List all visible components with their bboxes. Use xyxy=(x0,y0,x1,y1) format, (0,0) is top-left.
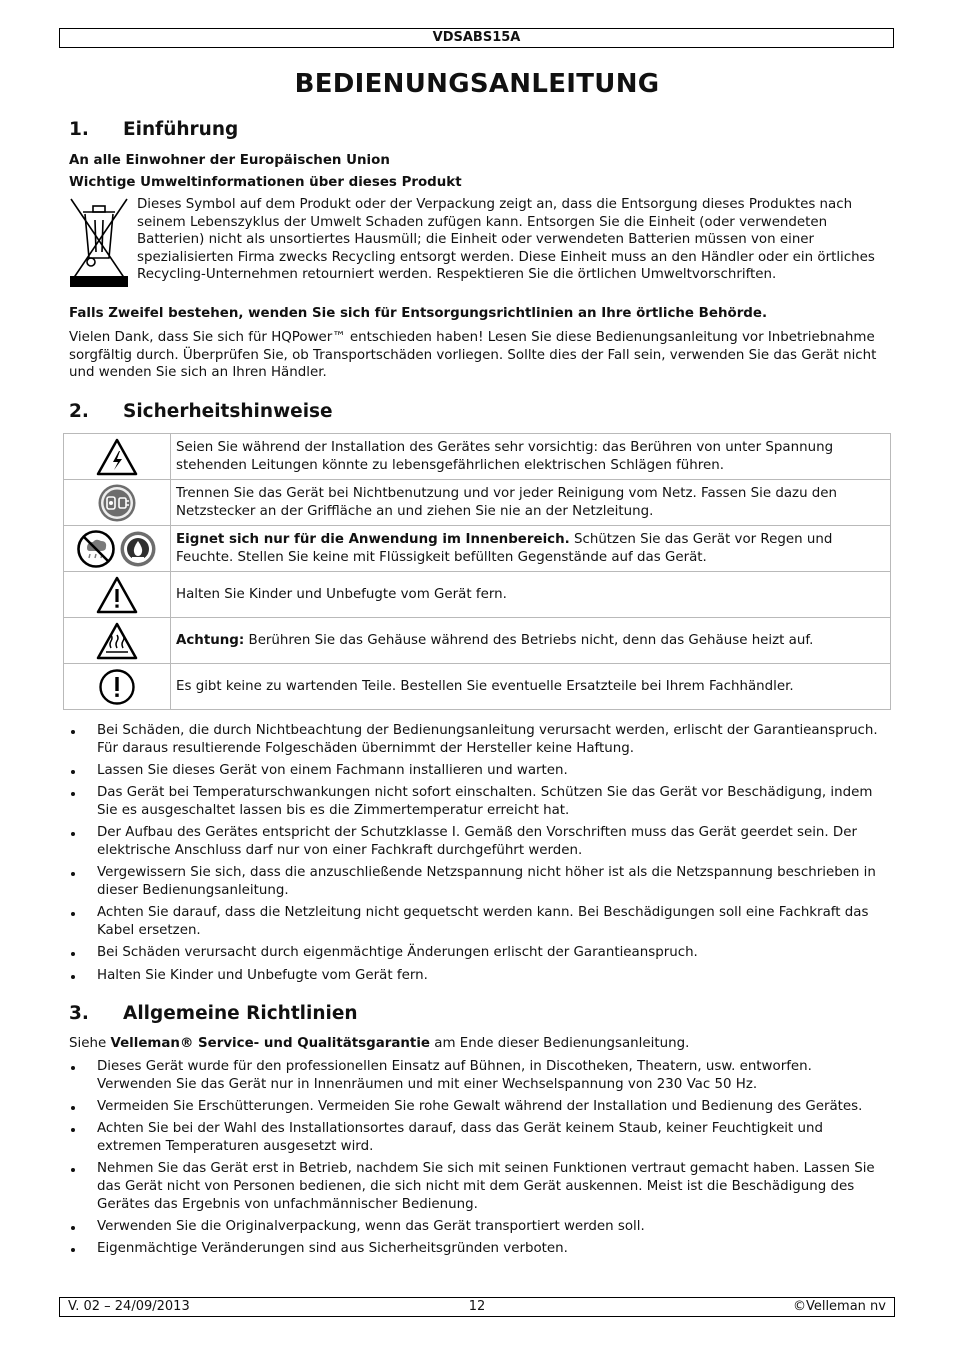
safety-text: Berühren Sie das Gehäuse während des Betriebs nicht, denn das Gehäuse heizt auf. xyxy=(244,632,814,648)
footer-page-number: 12 xyxy=(468,1299,486,1314)
list-item: Halten Sie Kinder und Unbefugte vom Gerät fern. xyxy=(69,967,889,985)
footer-copyright: ©Velleman nv xyxy=(792,1299,886,1314)
thanks-paragraph: Vielen Dank, dass Sie sich für HQPower™ entschieden haben! Lesen Sie diese Bedienungsanleitung vor Inbetriebnahme sorgfältig durch. Überprüfen Sie, ob Transportschäden vorliegen. Sollte dies der Fall sein, verwenden Sie das Gerät nicht und wenden Sie sich an Ihren Händler. xyxy=(69,330,877,381)
model-name: VDSABS15A xyxy=(432,30,521,45)
safety-row xyxy=(64,480,891,526)
list-item: Achten Sie bei der Wahl des Installationsortes darauf, dass das Gerät keinem Staub, keiner Feuchtigkeit und extremen Temperaturen ausgesetzt wird. xyxy=(69,1120,889,1155)
section-1-heading xyxy=(69,118,238,142)
list-item: Das Gerät bei Temperaturschwankungen nicht sofort einschalten. Schützen Sie das Gerät vor Beschädigung, indem Sie es ausgeschaltet lassen bis es die Zimmertemperatur erreicht hat. xyxy=(69,784,889,819)
list-item: Lassen Sie dieses Gerät von einem Fachmann installieren und warten. xyxy=(69,762,889,780)
safety-icon-cell xyxy=(64,618,171,664)
list-item: Nehmen Sie das Gerät erst in Betrieb, nachdem Sie sich mit seinen Funktionen vertraut gemacht haben. Lassen Sie das Gerät nicht von Personen bedienen, die sich nicht mit dem Gerät auskennen. Meist ist die Beschädigung des Gerätes das Ergebnis von unfachmännischer Bedienung. xyxy=(69,1160,889,1213)
safety-bullet-list xyxy=(69,722,889,989)
list-item: Verwenden Sie die Originalverpackung, wenn das Gerät transportiert werden soll. xyxy=(69,1218,889,1236)
safety-text-cell xyxy=(171,572,891,618)
list-item: Bei Schäden, die durch Nichtbeachtung der Bedienungsanleitung verursacht werden, erlischt der Garantieanspruch. Für daraus resultierende Folgeschäden übernimmt der Hersteller keine Haftung. xyxy=(69,722,889,757)
section-2-heading xyxy=(69,400,333,424)
safety-text: Trennen Sie das Gerät bei Nichtbenutzung und vor jeder Reinigung vom Netz. Fassen Sie dazu den Netzstecker an der Griffläche an und ziehen Sie nie an der Netzleitung. xyxy=(176,485,838,519)
section-3-heading xyxy=(69,1002,358,1026)
footer-version: V. 02 – 24/09/2013 xyxy=(68,1299,190,1314)
safety-icon-cell xyxy=(64,434,171,480)
list-item: Vermeiden Sie Erschütterungen. Vermeiden Sie rohe Gewalt während der Installation und Bedienung des Gerätes. xyxy=(69,1098,889,1116)
safety-row xyxy=(64,664,891,710)
list-item: Der Aufbau des Gerätes entspricht der Schutzklasse I. Gemäß den Vorschriften muss das Gerät geerdet sein. Der elektrische Anschluss darf nur von einer Fachkraft durchgeführt werden. xyxy=(69,824,889,859)
general-warning-icon xyxy=(96,576,138,614)
hot-surface-warning-icon xyxy=(96,622,138,660)
safety-text: Es gibt keine zu wartenden Teile. Bestellen Sie eventuelle Ersatzteile bei Ihrem Fachhändler. xyxy=(176,678,794,694)
unplug-icon xyxy=(97,483,137,523)
section-3-title: Allgemeine Richtlinien xyxy=(123,1003,358,1024)
safety-text: Seien Sie während der Installation des Gerätes sehr vorsichtig: das Berühren von unter Spannung stehenden Leitungen könnte zu lebensgefährlichen elektrischen Schlägen führen. xyxy=(176,439,834,473)
environment-subheading: Wichtige Umweltinformationen über dieses Produkt xyxy=(69,175,462,190)
safety-text: Halten Sie Kinder und Unbefugte vom Gerät fern. xyxy=(176,586,507,602)
exclamation-circle-icon xyxy=(98,668,136,706)
no-liquids-icon xyxy=(119,530,157,568)
safety-bold-text: Achtung: xyxy=(176,632,245,648)
guidelines-bullet-list xyxy=(69,1058,889,1263)
guarantee-reference xyxy=(69,1035,889,1053)
safety-icon-cell xyxy=(64,526,171,572)
list-item: Vergewissern Sie sich, dass die anzuschließende Netzspannung nicht höher ist als die Netzspannung beschrieben in dieser Bedienungsanleitung. xyxy=(69,864,889,899)
safety-text-cell xyxy=(171,526,891,572)
page-title: BEDIENUNGSANLEITUNG xyxy=(294,69,660,99)
safety-icon-cell xyxy=(64,664,171,710)
header-model-box xyxy=(59,28,894,48)
safety-text-cell xyxy=(171,434,891,480)
electric-shock-warning-icon xyxy=(96,438,138,476)
safety-bold-text: Eignet sich nur für die Anwendung im Innenbereich. xyxy=(176,531,570,547)
section-1-title: Einführung xyxy=(123,119,239,140)
no-rain-icon xyxy=(77,530,115,568)
weee-crossed-bin-icon xyxy=(69,196,129,291)
page-footer xyxy=(59,1297,895,1317)
safety-text-cell xyxy=(171,480,891,526)
guarantee-title: Velleman® Service- und Qualitätsgarantie xyxy=(110,1036,431,1051)
weee-explanation-text: Dieses Symbol auf dem Produkt oder der Verpackung zeigt an, dass die Entsorgung dieses Produktes nach seinem Lebenszyklus der Umwelt Schaden zufügen kann. Entsorgen Sie die Einheit (oder verwendeten Batterien) nicht als unsortiertes Hausmüll; die Einheit oder verwendeten Batterien müssen von einer spezialisierten Firma zwecks Recycling entsorgt werden. Diese Einheit muss an den Händler oder ein örtliches Recycling-Unternehmen retourniert werden. Respektieren Sie die örtlichen Umweltvorschriften. xyxy=(137,197,875,283)
safety-row xyxy=(64,572,891,618)
safety-icon-cell xyxy=(64,572,171,618)
safety-text: Schützen Sie das Gerät vor Regen und Feuchte. Stellen Sie keine mit Flüssigkeit befüllten Gegenstände auf das Gerät. xyxy=(176,531,833,565)
list-item: Achten Sie darauf, dass die Netzleitung nicht gequetscht werden kann. Bei Beschädigungen soll eine Fachkraft das Kabel ersetzen. xyxy=(69,904,889,939)
section-2-title: Sicherheitshinweise xyxy=(123,401,333,422)
safety-row xyxy=(64,434,891,480)
safety-text-cell xyxy=(171,618,891,664)
section-2-number: 2. xyxy=(69,401,89,422)
doubt-notice: Falls Zweifel bestehen, wenden Sie sich für Entsorgungsrichtlinien an Ihre örtliche Behörde. xyxy=(69,306,768,321)
safety-icons-table xyxy=(63,433,891,710)
safety-row xyxy=(64,526,891,572)
section-1-number: 1. xyxy=(69,119,89,140)
list-item: Bei Schäden verursacht durch eigenmächtige Änderungen erlischt der Garantieanspruch. xyxy=(69,944,889,962)
eu-residents-subheading: An alle Einwohner der Europäischen Union xyxy=(69,153,390,168)
safety-row xyxy=(64,618,891,664)
safety-icon-cell xyxy=(64,480,171,526)
list-item: Dieses Gerät wurde für den professionellen Einsatz auf Bühnen, in Discotheken, Theatern, usw. entworfen. Verwenden Sie das Gerät nur in Innenräumen und mit einer Wechselspannung von 230 Vac 50 Hz. xyxy=(69,1058,889,1093)
intro-prefix: Siehe xyxy=(69,1036,111,1051)
list-item: Eigenmächtige Veränderungen sind aus Sicherheitsgründen verboten. xyxy=(69,1240,889,1258)
safety-text-cell xyxy=(171,664,891,710)
section-3-number: 3. xyxy=(69,1003,89,1024)
intro-suffix: am Ende dieser Bedienungsanleitung. xyxy=(430,1036,690,1051)
